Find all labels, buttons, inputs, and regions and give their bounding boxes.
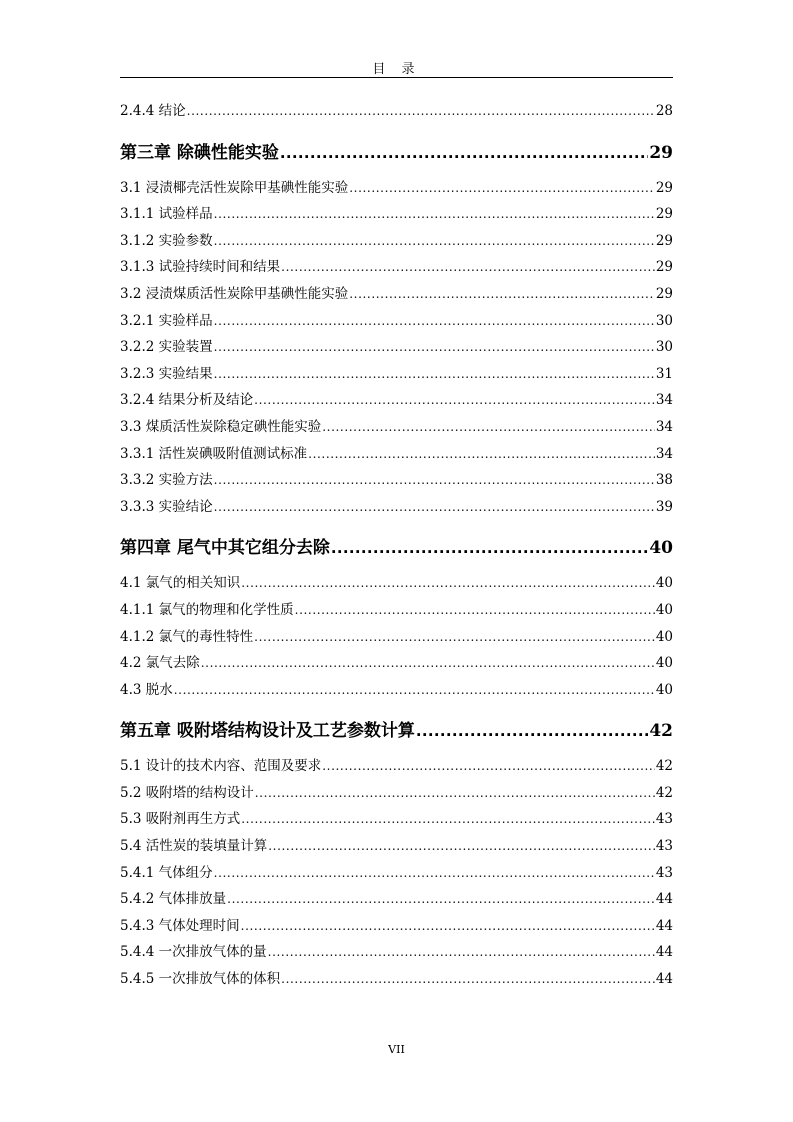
- toc-entry-label: 第四章 尾气中其它组分去除: [120, 538, 330, 559]
- toc-leader-dots: [349, 175, 655, 202]
- toc-entry-page: 40: [655, 628, 673, 645]
- toc-entry[interactable]: [120, 650, 673, 677]
- toc-leader-dots: [201, 650, 655, 677]
- toc-leader-dots: [322, 414, 655, 441]
- toc-entry[interactable]: [120, 833, 673, 860]
- toc-entry[interactable]: [120, 175, 673, 202]
- toc-leader-dots: [241, 913, 655, 940]
- toc-entry-page: 40: [649, 538, 673, 559]
- toc-entry[interactable]: [120, 913, 673, 940]
- toc-entry-page: 44: [655, 944, 673, 961]
- toc-entry-label: 5.1 设计的技术内容、范围及要求: [120, 758, 322, 775]
- toc-entry-label: 3.1.1 试验样品: [120, 206, 213, 223]
- toc-entry-label: 4.3 脱水: [120, 681, 173, 698]
- toc-entry-page: 34: [655, 418, 673, 435]
- toc-entry-label: 3.3.2 实验方法: [120, 472, 213, 489]
- toc-entry-label: 5.2 吸附塔的结构设计: [120, 784, 254, 801]
- toc-entry-page: 42: [655, 784, 673, 801]
- toc-entry-page: 28: [655, 103, 673, 119]
- toc-leader-dots: [174, 677, 655, 704]
- toc-entry[interactable]: [120, 753, 673, 780]
- toc-leader-dots: [308, 441, 655, 468]
- toc-leader-dots: [214, 201, 655, 228]
- toc-entry[interactable]: [120, 886, 673, 913]
- toc-entry-label: 4.1.1 氯气的物理和化学性质: [120, 601, 294, 618]
- toc-leader-dots: [214, 494, 655, 521]
- toc-leader-dots: [268, 939, 655, 966]
- toc-entry[interactable]: [120, 98, 673, 125]
- toc-entry-label: 3.2.1 实验样品: [120, 312, 213, 329]
- toc-entry-page: 30: [655, 312, 673, 329]
- toc-entry[interactable]: [120, 334, 673, 361]
- toc-entry-page: 29: [655, 259, 673, 276]
- toc-entry[interactable]: [120, 624, 673, 651]
- toc-entry-label: 3.2 浸渍煤质活性炭除甲基碘性能实验: [120, 285, 349, 302]
- toc-entry[interactable]: [120, 254, 673, 281]
- toc-entry-page: 43: [655, 811, 673, 828]
- toc-entry[interactable]: [120, 308, 673, 335]
- toc-entry-page: 44: [655, 891, 673, 908]
- toc-entry-label: 5.4 活性炭的装填量计算: [120, 838, 268, 855]
- toc-leader-dots: [254, 387, 655, 414]
- toc-entry-label: 4.1 氯气的相关知识: [120, 575, 241, 592]
- toc-entry-page: 34: [655, 445, 673, 462]
- toc-entry-label: 5.4.1 气体组分: [120, 864, 213, 881]
- toc-entry-label: 3.2.3 实验结果: [120, 365, 213, 382]
- toc-leader-dots: [214, 467, 655, 494]
- toc-entry[interactable]: [120, 677, 673, 704]
- toc-leader-dots: [280, 139, 648, 167]
- toc-entry-label: 5.4.2 气体排放量: [120, 891, 227, 908]
- toc-entry[interactable]: [120, 780, 673, 807]
- toc-chapter-entry[interactable]: [120, 717, 673, 745]
- toc-leader-dots: [268, 833, 655, 860]
- toc-leader-dots: [254, 624, 655, 651]
- toc-entry-label: 第五章 吸附塔结构设计及工艺参数计算: [120, 721, 415, 742]
- toc-entry[interactable]: [120, 201, 673, 228]
- toc-entry[interactable]: [120, 570, 673, 597]
- toc-entry-label: 3.3.1 活性炭碘吸附值测试标准: [120, 445, 308, 462]
- toc-entry-page: 39: [655, 498, 673, 515]
- toc-entry-page: 30: [655, 339, 673, 356]
- toc-entry[interactable]: [120, 860, 673, 887]
- toc-entry-page: 29: [655, 232, 673, 249]
- toc-entry-label: 3.3.3 实验结论: [120, 498, 213, 515]
- toc-leader-dots: [214, 860, 655, 887]
- toc-leader-dots: [214, 334, 655, 361]
- toc-entry[interactable]: [120, 361, 673, 388]
- toc-leader-dots: [227, 886, 655, 913]
- toc-leader-dots: [241, 570, 655, 597]
- page-number: VII: [388, 1043, 405, 1056]
- toc-entry-page: 40: [655, 655, 673, 672]
- toc-entry-page: 29: [655, 285, 673, 302]
- toc-leader-dots: [255, 780, 655, 807]
- toc-leader-dots: [281, 966, 655, 993]
- toc-entry-page: 40: [655, 575, 673, 592]
- toc-leader-dots: [241, 806, 655, 833]
- toc-entry-page: 40: [655, 601, 673, 618]
- toc-entry[interactable]: [120, 281, 673, 308]
- toc-entry-label: 3.3 煤质活性炭除稳定碘性能实验: [120, 418, 322, 435]
- toc-leader-dots: [331, 534, 648, 562]
- toc-leader-dots: [295, 597, 655, 624]
- toc-entry-page: 29: [649, 142, 673, 163]
- toc-entry[interactable]: [120, 441, 673, 468]
- toc-entry-page: 42: [649, 721, 673, 742]
- toc-entry-label: 5.4.5 一次排放气体的体积: [120, 971, 281, 988]
- toc-leader-dots: [281, 254, 655, 281]
- toc-entry-page: 42: [655, 758, 673, 775]
- toc-entry[interactable]: [120, 939, 673, 966]
- header-rule: [120, 77, 673, 78]
- toc-entry-label: 5.4.3 气体处理时间: [120, 917, 240, 934]
- toc-entry-page: 44: [655, 917, 673, 934]
- toc-entry-page: 44: [655, 971, 673, 988]
- toc-leader-dots: [187, 98, 655, 125]
- table-of-contents: [120, 98, 673, 993]
- toc-entry-label: 3.1 浸渍椰壳活性炭除甲基碘性能实验: [120, 179, 349, 196]
- toc-entry[interactable]: [120, 806, 673, 833]
- toc-leader-dots: [416, 717, 648, 745]
- toc-leader-dots: [322, 753, 655, 780]
- toc-chapter-entry[interactable]: [120, 534, 673, 562]
- toc-entry-label: 3.2.4 结果分析及结论: [120, 392, 254, 409]
- toc-leader-dots: [214, 228, 655, 255]
- toc-entry[interactable]: [120, 494, 673, 521]
- toc-entry-page: 43: [655, 838, 673, 855]
- toc-entry-label: 3.1.3 试验持续时间和结果: [120, 259, 281, 276]
- toc-entry-page: 34: [655, 392, 673, 409]
- toc-entry-label: 2.4.4 结论: [120, 103, 186, 119]
- toc-entry-label: 3.1.2 实验参数: [120, 232, 213, 249]
- toc-entry[interactable]: [120, 414, 673, 441]
- toc-entry-label: 5.3 吸附剂再生方式: [120, 811, 241, 828]
- toc-entry[interactable]: [120, 387, 673, 414]
- toc-entry-label: 4.1.2 氯气的毒性特性: [120, 628, 254, 645]
- toc-chapter-entry[interactable]: [120, 139, 673, 167]
- toc-entry-label: 第三章 除碘性能实验: [120, 142, 279, 163]
- toc-entry-page: 38: [655, 472, 673, 489]
- toc-entry-label: 4.2 氯气去除: [120, 655, 200, 672]
- toc-entry-page: 40: [655, 681, 673, 698]
- toc-entry-label: 5.4.4 一次排放气体的量: [120, 944, 267, 961]
- toc-entry[interactable]: [120, 228, 673, 255]
- toc-leader-dots: [214, 361, 655, 388]
- toc-entry[interactable]: [120, 467, 673, 494]
- toc-entry-page: 29: [655, 179, 673, 196]
- page-header-title: 目 录: [372, 62, 421, 77]
- toc-leader-dots: [214, 308, 655, 335]
- toc-entry-page: 43: [655, 864, 673, 881]
- toc-entry-label: 3.2.2 实验装置: [120, 339, 213, 356]
- toc-entry[interactable]: [120, 597, 673, 624]
- toc-entry-page: 29: [655, 206, 673, 223]
- toc-entry-page: 31: [655, 365, 673, 382]
- toc-entry[interactable]: [120, 966, 673, 993]
- toc-leader-dots: [349, 281, 655, 308]
